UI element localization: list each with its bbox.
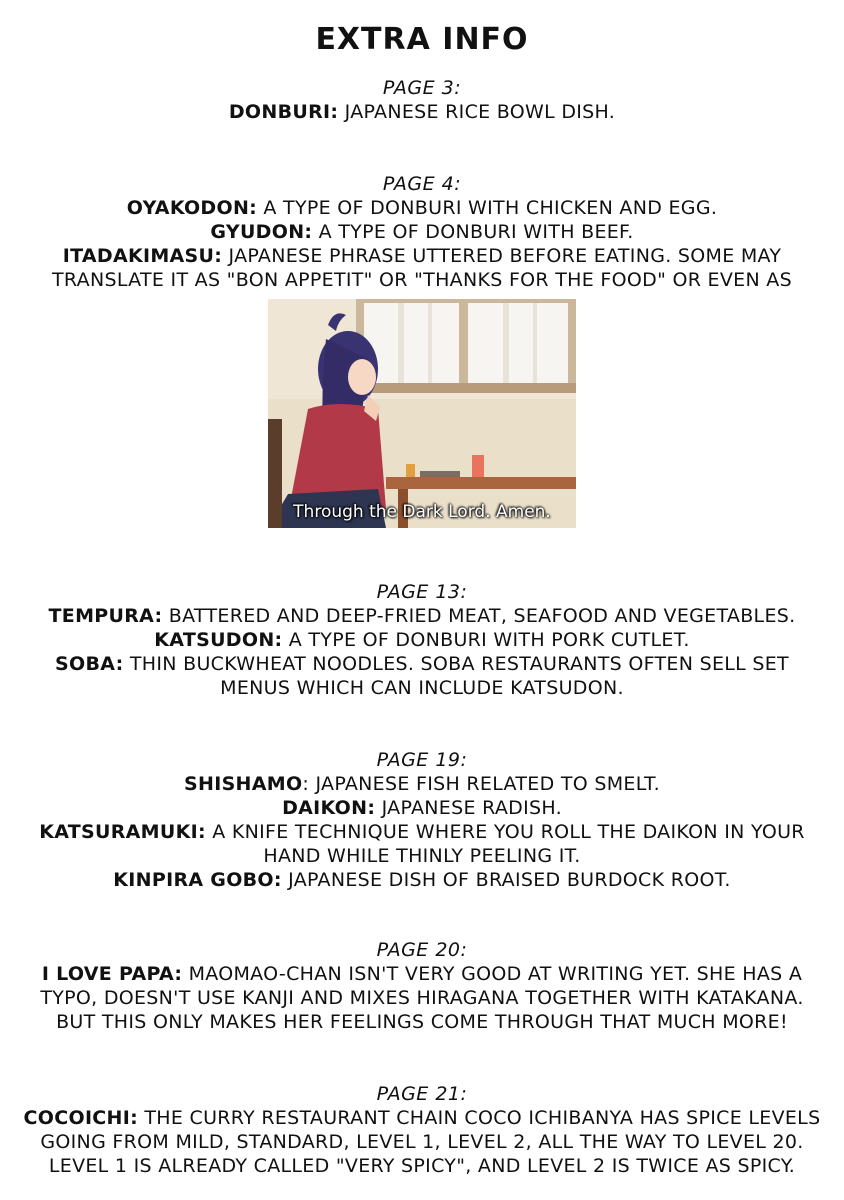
entry-text: JAPANESE PHRASE UTTERED BEFORE EATING. SOME MAY [222,245,782,267]
section-page-20 [20,938,824,1034]
entry-line [20,844,824,868]
page-heading: PAGE 20: [376,939,468,961]
entry-line [20,1154,824,1178]
entry-text: TRANSLATE IT AS "BON APPETIT" OR "THANKS FOR THE FOOD" OR EVEN AS [52,269,792,291]
entry-term: SHISHAMO [184,773,303,795]
entry-line [20,986,824,1010]
entry-term: COCOICHI: [23,1107,139,1129]
section-page-13 [20,580,824,700]
entry-text: JAPANESE RADISH. [375,797,562,819]
entry-line [20,100,824,124]
entry-line [20,962,824,986]
section-page-19 [20,748,824,892]
entry-term: KINPIRA GOBO: [113,869,282,891]
page-heading: PAGE 21: [376,1083,468,1105]
entry-text: GOING FROM MILD, STANDARD, LEVEL 1, LEVEL 2, ALL THE WAY TO LEVEL 20. [40,1131,804,1153]
entry-term: TEMPURA: [48,605,163,627]
video-subtitle: Through the Dark Lord. Amen. [293,502,551,522]
entry-line [20,796,824,820]
page-heading: PAGE 4: [382,173,462,195]
entry-text: A TYPE OF DONBURI WITH BEEF. [312,221,634,243]
entry-line [20,244,824,268]
entry-text: THE CURRY RESTAURANT CHAIN COCO ICHIBANYA HAS SPICE LEVELS [138,1107,821,1129]
entry-text: A KNIFE TECHNIQUE WHERE YOU ROLL THE DAIKON IN YOUR [205,821,805,843]
entry-term: KATSUDON: [154,629,283,651]
section-page-3 [20,76,824,124]
entry-text: MENUS WHICH CAN INCLUDE KATSUDON. [220,677,624,699]
scene-illustration [268,299,576,528]
entry-line [20,268,824,292]
entry-text: A TYPE OF DONBURI WITH PORK CUTLET. [282,629,690,651]
entry-line [20,1010,824,1034]
entry-line [20,1130,824,1154]
entry-line [20,196,824,220]
entry-term: I LOVE PAPA: [41,963,183,985]
entry-text: THIN BUCKWHEAT NOODLES. SOBA RESTAURANTS OFTEN SELL SET [123,653,789,675]
entry-line [20,868,824,892]
entry-line [20,1106,824,1130]
entry-line [20,820,824,844]
entry-term: GYUDON: [210,221,313,243]
entry-line [20,220,824,244]
entry-text: : JAPANESE FISH RELATED TO SMELT. [302,773,660,795]
page-heading: PAGE 3: [382,77,462,99]
entry-term: DONBURI: [228,101,339,123]
entry-text: HAND WHILE THINLY PEELING IT. [263,845,581,867]
entry-line [20,772,824,796]
page-heading: PAGE 19: [376,749,468,771]
page-title: EXTRA INFO [315,22,529,57]
entry-line [20,628,824,652]
section-page-21 [20,1082,824,1178]
entry-text: JAPANESE RICE BOWL DISH. [338,101,616,123]
entry-term: KATSURAMUKI: [39,821,206,843]
anime-screenshot [268,299,576,528]
entry-text: JAPANESE DISH OF BRAISED BURDOCK ROOT. [281,869,731,891]
entry-line [20,652,824,676]
entry-line [20,676,824,700]
entry-text: BUT THIS ONLY MAKES HER FEELINGS COME THROUGH THAT MUCH MORE! [56,1011,788,1033]
entry-text: BATTERED AND DEEP-FRIED MEAT, SEAFOOD AND VEGETABLES. [162,605,796,627]
entry-term: DAIKON: [282,797,376,819]
section-page-4 [20,172,824,292]
entry-text: TYPO, DOESN'T USE KANJI AND MIXES HIRAGANA TOGETHER WITH KATAKANA. [40,987,804,1009]
entry-text: A TYPE OF DONBURI WITH CHICKEN AND EGG. [257,197,718,219]
entry-text: MAOMAO-CHAN ISN'T VERY GOOD AT WRITING YET. SHE HAS A [182,963,803,985]
entry-line [20,604,824,628]
entry-term: ITADAKIMASU: [62,245,223,267]
entry-text: LEVEL 1 IS ALREADY CALLED "VERY SPICY", AND LEVEL 2 IS TWICE AS SPICY. [48,1155,796,1177]
entry-term: SOBA: [55,653,124,675]
page-heading: PAGE 13: [376,581,468,603]
entry-term: OYAKODON: [126,197,258,219]
